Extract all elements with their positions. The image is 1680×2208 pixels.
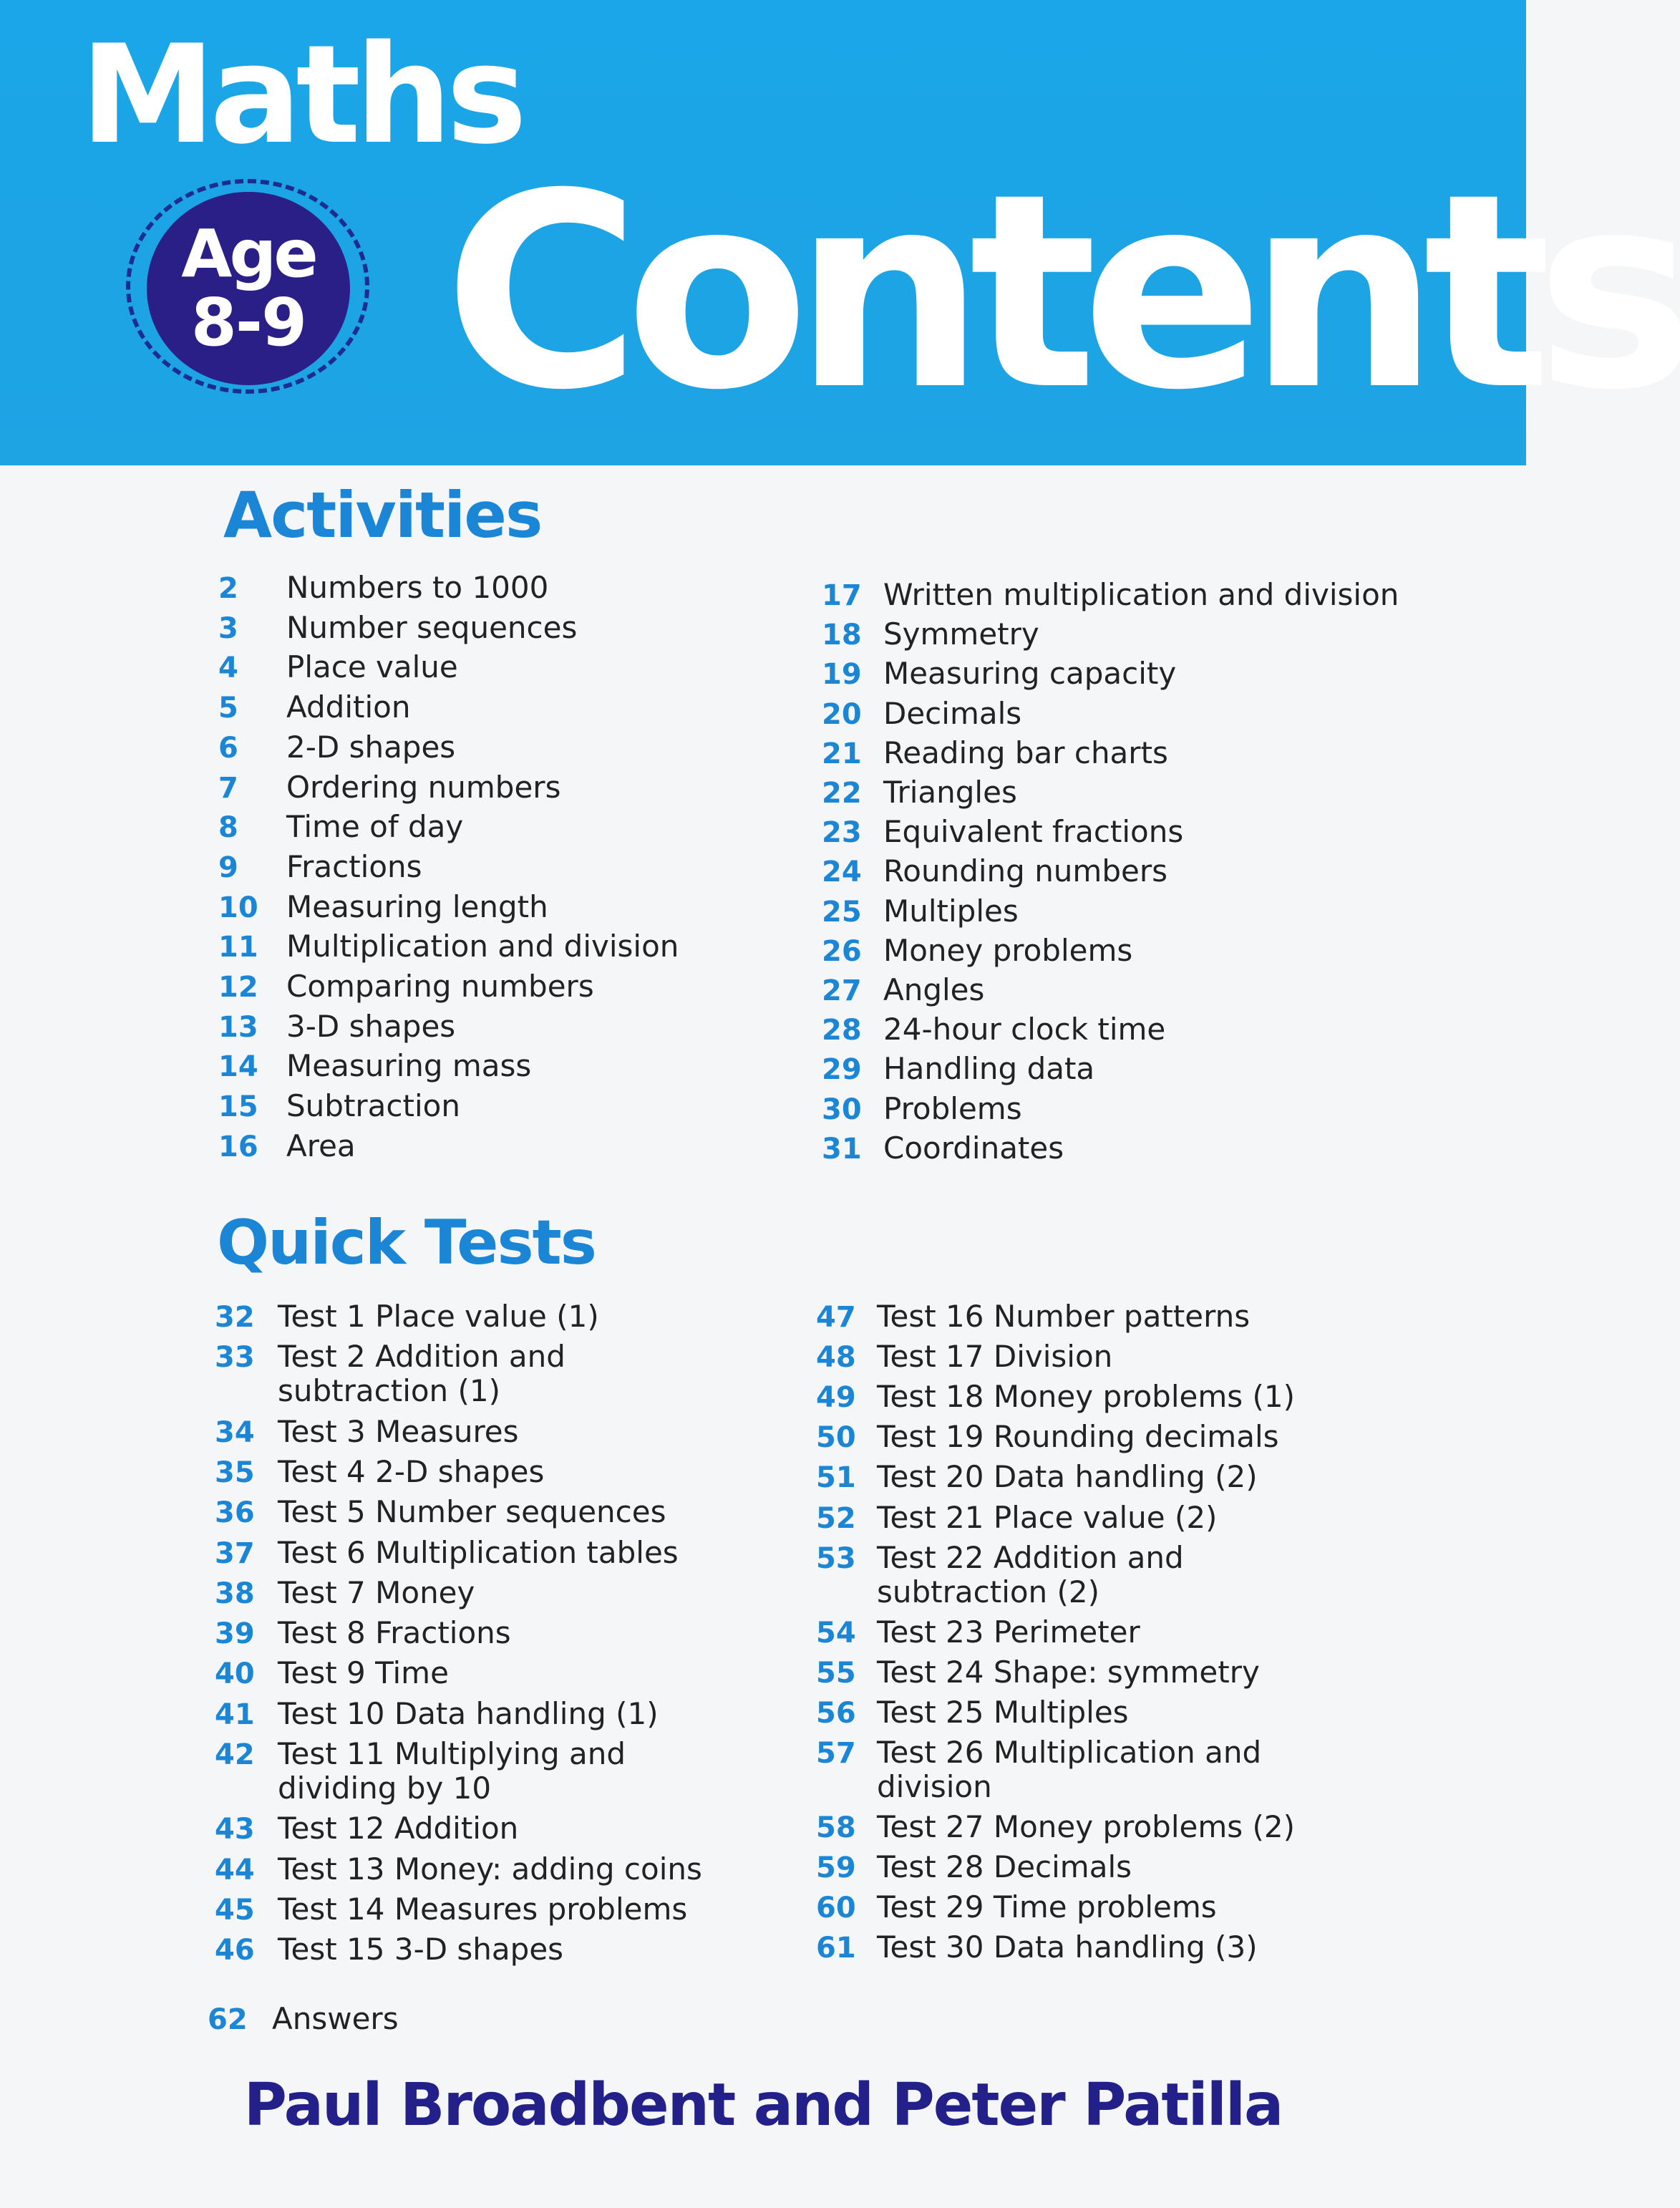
entry-title: 24-hour clock time	[883, 1012, 1166, 1047]
entry-title: Multiples	[883, 893, 1019, 929]
entry-title: Test 26 Multiplication and	[877, 1735, 1262, 1770]
page-number: 26	[822, 934, 862, 968]
entry-title: 3-D shapes	[286, 1008, 456, 1044]
page-number: 20	[822, 697, 862, 731]
entry-title: Test 1 Place value (1)	[278, 1299, 599, 1334]
age-badge	[147, 192, 350, 385]
page-number: 32	[215, 1301, 255, 1334]
entry-title: Measuring length	[286, 888, 548, 924]
page-number: 46	[215, 1934, 255, 1967]
entry-title: Test 11 Multiplying and	[278, 1736, 626, 1771]
page-number: 15	[218, 1090, 258, 1124]
entry-title: Number sequences	[286, 609, 578, 645]
page-number: 29	[822, 1053, 862, 1087]
page-number: 16	[218, 1130, 258, 1163]
entry-title: Ordering numbers	[286, 769, 561, 805]
page-number: 40	[215, 1657, 255, 1691]
page-number: 57	[816, 1737, 856, 1770]
entry-title: Comparing numbers	[286, 969, 594, 1004]
entry-title: Test 10 Data handling (1)	[278, 1695, 659, 1731]
entry-title: Test 13 Money: adding coins	[278, 1851, 702, 1887]
page-number: 39	[215, 1617, 255, 1651]
entry-title-continued: dividing by 10	[278, 1771, 492, 1806]
page-number: 47	[816, 1301, 856, 1334]
page-number: 55	[816, 1656, 856, 1690]
page-number: 22	[822, 777, 862, 810]
page-number: 23	[822, 816, 862, 850]
page-number: 60	[816, 1892, 856, 1925]
header-band	[0, 0, 1680, 465]
page-number: 2	[218, 572, 238, 605]
entry-title: Test 12 Addition	[278, 1811, 519, 1846]
entry-title: Test 4 2-D shapes	[278, 1453, 545, 1489]
page-number: 12	[218, 971, 258, 1004]
entry-title: Time of day	[286, 809, 464, 845]
entry-title-continued: division	[877, 1769, 992, 1804]
page-number: 42	[215, 1738, 255, 1771]
entry-title: Symmetry	[883, 616, 1039, 652]
entry-title: Measuring capacity	[883, 656, 1177, 692]
quick-tests-heading: Quick Tests	[217, 1207, 596, 1279]
entry-title-continued: subtraction (1)	[278, 1373, 501, 1409]
page-number: 6	[218, 731, 238, 765]
entry-title: Subtraction	[286, 1088, 460, 1124]
entry-title: Test 6 Multiplication tables	[278, 1534, 679, 1570]
page-number: 37	[215, 1536, 255, 1570]
entry-title: Coordinates	[883, 1130, 1064, 1166]
page-number: 19	[822, 658, 862, 692]
entry-title: Place value	[286, 649, 458, 685]
page-number: 61	[816, 1932, 856, 1965]
entry-title: Test 19 Rounding decimals	[877, 1419, 1279, 1455]
page-number: 58	[816, 1811, 856, 1845]
entry-title: Test 29 Time problems	[877, 1889, 1217, 1925]
page-number: 49	[816, 1381, 856, 1415]
page-number: 62	[208, 2003, 248, 2036]
page-number: 27	[822, 974, 862, 1007]
entry-title: Problems	[883, 1090, 1022, 1126]
page-number: 34	[215, 1415, 255, 1449]
entry-title: Fractions	[286, 848, 422, 884]
entry-title: Test 3 Measures	[278, 1413, 519, 1449]
page-number: 9	[218, 851, 238, 884]
entry-title: Test 30 Data handling (3)	[877, 1929, 1258, 1965]
entry-title: Test 5 Number sequences	[278, 1494, 666, 1530]
entry-title: Answers	[272, 2001, 399, 2036]
authors: Paul Broadbent and Peter Patilla	[243, 2071, 1283, 2139]
entry-title: Written multiplication and division	[883, 577, 1399, 612]
page-number: 52	[816, 1501, 856, 1535]
page-number: 18	[822, 619, 862, 652]
page-number: 45	[215, 1893, 255, 1927]
entry-title: Rounding numbers	[883, 853, 1167, 889]
entry-title: Test 8 Fractions	[278, 1615, 511, 1651]
page-number: 30	[822, 1093, 862, 1126]
page-number: 48	[816, 1341, 856, 1375]
page-number: 53	[816, 1541, 856, 1575]
entry-title: Addition	[286, 689, 411, 725]
entry-title-continued: subtraction (2)	[877, 1574, 1100, 1609]
page-number: 59	[816, 1851, 856, 1885]
activities-heading: Activities	[223, 478, 542, 552]
page-number: 50	[816, 1421, 856, 1455]
page-number: 17	[822, 579, 862, 612]
entry-title: Angles	[883, 972, 985, 1007]
entry-title: Multiplication and division	[286, 929, 679, 964]
page-number: 28	[822, 1014, 862, 1047]
entry-title: 2-D shapes	[286, 729, 456, 765]
page-title: Contents	[444, 137, 1680, 449]
entry-title: Money problems	[883, 932, 1133, 968]
entry-title: Test 14 Measures problems	[278, 1891, 688, 1927]
page-number: 25	[822, 895, 862, 929]
page-number: 51	[816, 1461, 856, 1495]
page-number: 38	[215, 1577, 255, 1610]
entry-title: Test 9 Time	[278, 1655, 449, 1691]
page-number: 54	[816, 1616, 856, 1650]
age-range: 8-9	[190, 284, 306, 361]
page-number: 43	[215, 1813, 255, 1846]
page-number: 56	[816, 1696, 856, 1730]
entry-title: Test 15 3-D shapes	[278, 1932, 564, 1967]
page-number: 11	[218, 931, 258, 964]
page-number: 33	[215, 1341, 255, 1375]
page-number: 5	[218, 692, 238, 725]
page-number: 8	[218, 811, 238, 845]
page-number: 24	[822, 856, 862, 889]
entry-title: Test 23 Perimeter	[877, 1614, 1140, 1650]
entry-title: Test 22 Addition and	[877, 1539, 1184, 1575]
page-number: 36	[215, 1496, 255, 1530]
entry-title: Decimals	[883, 695, 1022, 731]
entry-title: Equivalent fractions	[883, 814, 1184, 850]
entry-title: Test 18 Money problems (1)	[877, 1379, 1295, 1415]
entry-title: Test 28 Decimals	[877, 1849, 1132, 1885]
entry-title: Test 27 Money problems (2)	[877, 1809, 1295, 1845]
page-number: 44	[215, 1853, 255, 1887]
entry-title: Test 24 Shape: symmetry	[877, 1654, 1260, 1690]
page-number: 14	[218, 1050, 258, 1084]
entry-title: Measuring mass	[286, 1048, 532, 1084]
entry-title: Test 20 Data handling (2)	[877, 1459, 1258, 1495]
entry-title: Triangles	[883, 775, 1017, 810]
entry-title: Reading bar charts	[883, 735, 1168, 770]
entry-title: Test 16 Number patterns	[877, 1299, 1251, 1334]
entry-title: Test 17 Division	[877, 1339, 1113, 1375]
entry-title: Numbers to 1000	[286, 570, 549, 605]
entry-title: Test 2 Addition and	[278, 1339, 565, 1375]
page-number: 4	[218, 652, 238, 685]
subject-title: Maths	[80, 16, 522, 174]
page-number: 7	[218, 771, 238, 805]
page-number: 10	[218, 891, 258, 924]
page-number: 31	[822, 1132, 862, 1166]
page-number: 21	[822, 737, 862, 770]
entry-title: Test 25 Multiples	[877, 1694, 1129, 1730]
entry-title: Area	[286, 1128, 356, 1163]
page-number: 41	[215, 1698, 255, 1731]
age-label: Age	[181, 216, 316, 292]
page-number: 13	[218, 1010, 258, 1044]
entry-title: Handling data	[883, 1051, 1095, 1087]
page-number: 35	[215, 1456, 255, 1489]
entry-title: Test 7 Money	[278, 1574, 475, 1610]
page-number: 3	[218, 611, 238, 645]
entry-title: Test 21 Place value (2)	[877, 1499, 1218, 1535]
